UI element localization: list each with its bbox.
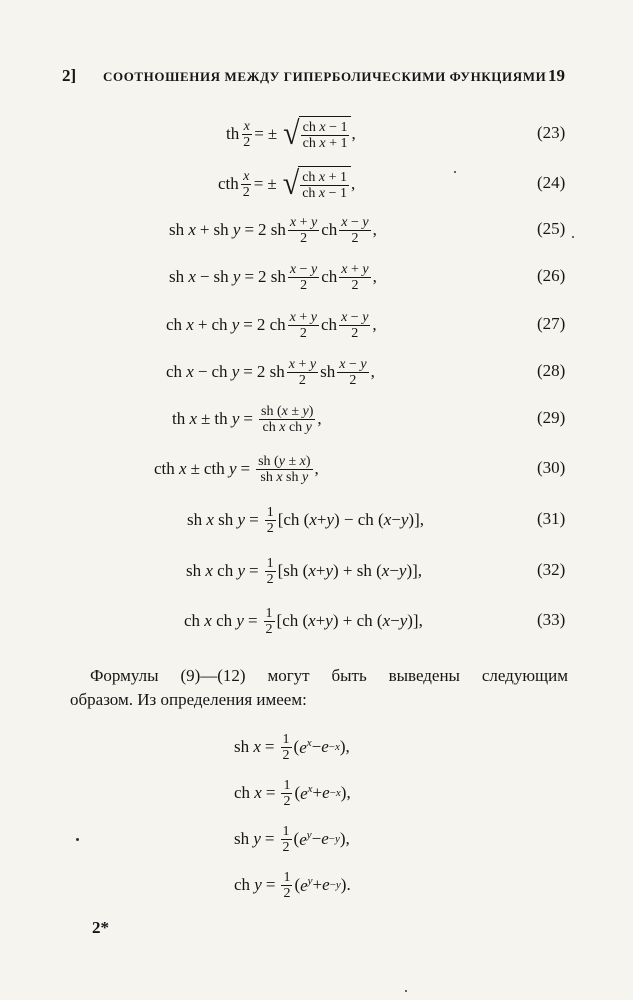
formula-expression: sh x sh y = $\frac{1}{2}$ [ch ( x + y ) − ch ( x − y )], bbox=[187, 504, 424, 536]
formula-expression: ch y = $\frac{1}{2}$ ( $e^y$ + e −y ). bbox=[234, 869, 351, 901]
word: (9)—(12) bbox=[180, 666, 246, 685]
formula-expression: th x ± th y = $\frac{sh (x \pm y)}{\text{ch x ch y}}$ , bbox=[172, 403, 322, 435]
formula-number: (27) bbox=[537, 314, 566, 333]
formula-30 bbox=[0, 449, 633, 489]
formula-expression: sh x + sh y = 2 sh $\frac{x + y}{2}$ ch $\frac{x - y}{2}$ , bbox=[169, 214, 377, 246]
page-number: 19 bbox=[548, 66, 565, 85]
body-paragraph bbox=[70, 664, 568, 712]
formula-24 bbox=[0, 164, 633, 204]
header-title: СООТНОШЕНИЯ МЕЖДУ ГИПЕРБОЛИЧЕСКИМИ ФУНКЦИЯМИ bbox=[103, 69, 547, 84]
formula-33 bbox=[0, 601, 633, 641]
formula-expression: ch x + ch y = 2 ch $\frac{x + y}{2}$ ch $\frac{x - y}{2}$ , bbox=[166, 309, 377, 341]
formula-number: (29) bbox=[537, 408, 566, 427]
formula-number: (30) bbox=[537, 458, 566, 477]
formula-expression: ch x − ch y = 2 sh $\frac{x + y}{2}$ sh $\frac{x - y}{2}$ , bbox=[166, 356, 375, 388]
formula-expression: sh x = $\frac{1}{2}$ ( $e^x$ − e −x ), bbox=[234, 731, 350, 763]
formula-29 bbox=[0, 399, 633, 439]
definition-sh-y bbox=[0, 819, 633, 859]
formula-expression: sh y = $\frac{1}{2}$ ( $e^y$ − e −y ), bbox=[234, 823, 350, 855]
formula-expression: sh x − sh y = 2 sh $\frac{x - y}{2}$ ch $\frac{x + y}{2}$ , bbox=[169, 261, 377, 293]
paragraph-line-1 bbox=[90, 664, 568, 688]
print-speck bbox=[76, 838, 79, 841]
formula-number: (23) bbox=[537, 123, 566, 142]
definition-ch-x bbox=[0, 773, 633, 813]
running-header bbox=[0, 66, 633, 92]
formula-32 bbox=[0, 551, 633, 591]
signature-mark: 2* bbox=[92, 918, 109, 937]
word: Формулы bbox=[90, 666, 159, 685]
formula-expression: th $\frac{x}{2}$ = ± √ $\frac{\text{ch x − 1}}{\text{ch x + 1}}$ , bbox=[226, 115, 356, 152]
formula-number: (24) bbox=[537, 173, 566, 192]
definition-ch-y bbox=[0, 865, 633, 905]
word: следующим bbox=[481, 666, 568, 685]
word: выведены bbox=[388, 666, 460, 685]
formula-number: (26) bbox=[537, 266, 566, 285]
formula-23 bbox=[0, 114, 633, 154]
formula-expression: ch x = $\frac{1}{2}$ ( $e^x$ + e −x ), bbox=[234, 777, 351, 809]
formula-number: (31) bbox=[537, 509, 566, 528]
print-speck bbox=[454, 171, 456, 173]
print-speck bbox=[405, 990, 407, 992]
formula-number: (25) bbox=[537, 219, 566, 238]
formula-27 bbox=[0, 305, 633, 345]
formula-number: (28) bbox=[537, 361, 566, 380]
word: могут bbox=[267, 666, 310, 685]
word: быть bbox=[331, 666, 367, 685]
formula-expression: cth $\frac{x}{2}$ = ± √ $\frac{\text{ch x + 1}}{\text{ch x − 1}}$ , bbox=[218, 165, 356, 202]
print-speck bbox=[572, 236, 574, 238]
formula-31 bbox=[0, 500, 633, 540]
definition-sh-x bbox=[0, 727, 633, 767]
formula-expression: sh x ch y = $\frac{1}{2}$ [sh ( x + y ) + sh ( x − y )], bbox=[186, 555, 423, 587]
section-number: 2] bbox=[62, 66, 77, 85]
paragraph-line-2: образом. Из определения имеем: bbox=[70, 690, 307, 709]
formula-expression: cth x ± cth y = $\frac{sh (y \pm x)}{\text{sh x sh y}}$ , bbox=[154, 453, 319, 485]
formula-expression: ch x ch y = $\frac{1}{2}$ [ch ( x + y ) + ch ( x − y )], bbox=[184, 605, 423, 637]
formula-26 bbox=[0, 257, 633, 297]
formula-28 bbox=[0, 352, 633, 392]
formula-25 bbox=[0, 210, 633, 250]
formula-number: (32) bbox=[537, 560, 566, 579]
formula-number: (33) bbox=[537, 610, 566, 629]
